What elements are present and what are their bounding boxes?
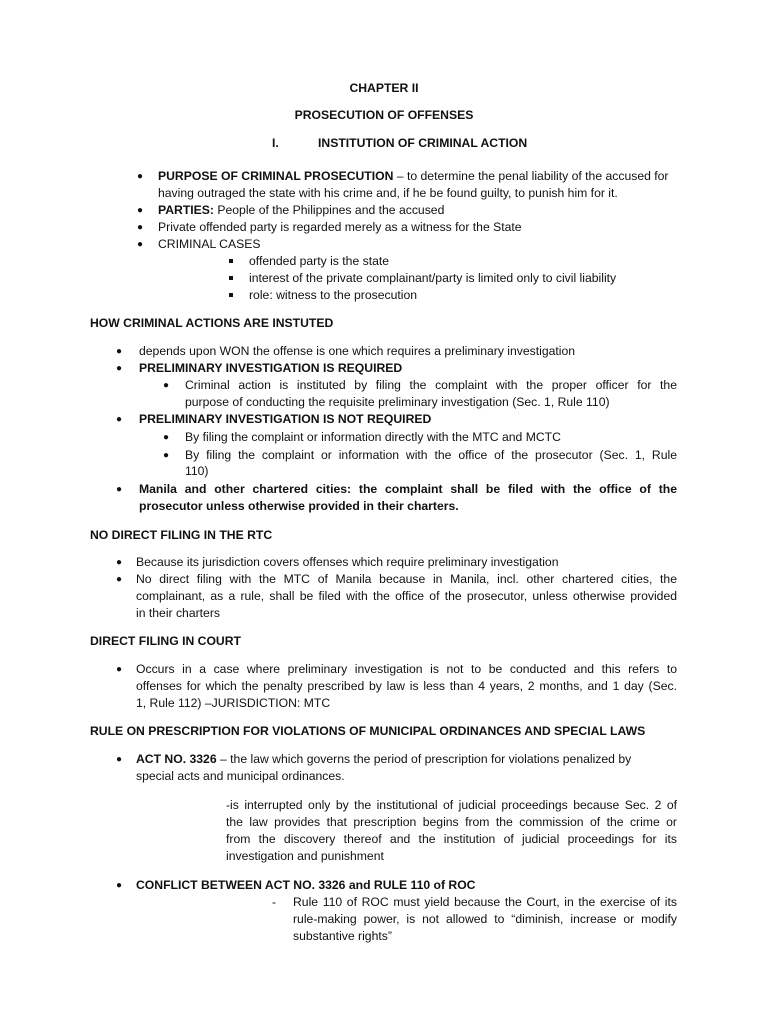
private-party-item: Private offended party is regarded merely as a witness for the State — [158, 220, 522, 234]
how-item-not-required: PRELIMINARY INVESTIGATION IS NOT REQUIRED — [139, 412, 432, 426]
interruption-text: from the discovery thereof and the institution of judicial proceedings for its — [226, 832, 677, 846]
square-bullet-icon — [229, 259, 233, 263]
section-heading-how: HOW CRIMINAL ACTIONS ARE INSTUTED — [90, 316, 334, 330]
section-number: I. — [272, 136, 279, 150]
bullet-icon: ● — [137, 171, 144, 182]
section-heading-direct: DIRECT FILING IN COURT — [90, 634, 241, 648]
no-direct-item-cont: in their charters — [136, 606, 220, 620]
purpose-text-cont: having outraged the state with his crime and, if he be found guilty, to punish him for it. — [158, 186, 618, 200]
how-sub-item: By filing the complaint or information directly with the MTC and MCTC — [185, 430, 561, 444]
direct-item-cont: 1, Rule 112) –JURISDICTION: MTC — [136, 696, 331, 710]
square-bullet-icon — [229, 276, 233, 280]
bullet-icon: ● — [116, 880, 123, 891]
conflict-item: CONFLICT BETWEEN ACT NO. 3326 and RULE 110 of ROC — [136, 878, 476, 892]
section-heading-no-direct: NO DIRECT FILING IN THE RTC — [90, 528, 273, 542]
no-direct-item: No direct filing with the MTC of Manila because in Manila, incl. other chartered cities, the — [136, 572, 677, 586]
bullet-icon: ● — [163, 380, 170, 391]
direct-item-cont: offenses for which the penalty prescribed by law is less than 4 years, 2 months, and 1 day (Sec. — [136, 679, 677, 693]
act-text: – the law which governs the period of prescription for violations penalized by — [216, 752, 632, 766]
criminal-cases-sub-item: offended party is the state — [249, 254, 390, 268]
criminal-cases-item: CRIMINAL CASES — [158, 237, 261, 251]
how-sub-item: Criminal action is instituted by filing the complaint with the proper officer for the — [185, 378, 677, 392]
purpose-item — [158, 168, 678, 185]
criminal-cases-sub-item: interest of the private complainant/party is limited only to civil liability — [249, 271, 617, 285]
bullet-icon: ● — [116, 484, 123, 495]
square-bullet-icon — [229, 293, 233, 297]
act-label: ACT NO. 3326 — [136, 752, 217, 766]
how-item: depends upon WON the offense is one which requires a preliminary investigation — [139, 344, 576, 358]
no-direct-item-cont: complainant, as a rule, shall be filed with the office of the prosecutor, unless otherwise provided — [136, 589, 677, 603]
how-sub-item-cont: 110) — [185, 464, 209, 478]
no-direct-item: Because its jurisdiction covers offenses which require preliminary investigation — [136, 555, 559, 569]
parties-item — [158, 202, 444, 219]
bullet-icon: ● — [116, 664, 123, 675]
interruption-text: -is interrupted only by the institutional of judicial proceedings because Sec. 2 of — [226, 798, 677, 812]
bullet-icon: ● — [163, 450, 170, 461]
purpose-text: – to determine the penal liability of the accused for — [393, 169, 669, 183]
bullet-icon: ● — [137, 205, 144, 216]
bullet-icon: ● — [116, 574, 123, 585]
bullet-icon: ● — [116, 557, 123, 568]
how-item-required: PRELIMINARY INVESTIGATION IS REQUIRED — [139, 361, 403, 375]
chapter-heading: CHAPTER II — [349, 81, 419, 95]
interruption-text: investigation and punishment — [226, 849, 384, 863]
parties-text: People of the Philippines and the accused — [213, 203, 445, 217]
how-item-manila-cont: prosecutor unless otherwise provided in their charters. — [139, 499, 459, 513]
document-title: PROSECUTION OF OFFENSES — [294, 108, 474, 122]
bullet-icon: ● — [137, 239, 144, 250]
bullet-icon: ● — [116, 363, 123, 374]
rule110-text: Rule 110 of ROC must yield because the Court, in the exercise of its — [293, 895, 677, 909]
bullet-icon: ● — [137, 222, 144, 233]
rule110-text: rule-making power, is not allowed to “diminish, increase or modify — [293, 912, 677, 926]
bullet-icon: ● — [116, 346, 123, 357]
act-item — [136, 751, 677, 768]
dash-marker: - — [272, 895, 277, 909]
purpose-label: PURPOSE OF CRIMINAL PROSECUTION — [158, 169, 394, 183]
rule110-text: substantive rights” — [293, 929, 392, 943]
act-text-cont: special acts and municipal ordinances. — [136, 769, 345, 783]
how-item-manila: Manila and other chartered cities: the complaint shall be filed with the office of the — [139, 482, 677, 496]
section-title: INSTITUTION OF CRIMINAL ACTION — [318, 136, 528, 150]
bullet-icon: ● — [163, 432, 170, 443]
bullet-icon: ● — [116, 754, 123, 765]
parties-label: PARTIES: — [158, 203, 214, 217]
criminal-cases-sub-item: role: witness to the prosecution — [249, 288, 418, 302]
how-sub-item-cont: purpose of conducting the requisite preliminary investigation (Sec. 1, Rule 110) — [185, 395, 610, 409]
interruption-text: the law provides that prescription begins from the commission of the crime or — [226, 815, 677, 829]
how-sub-item: By filing the complaint or information with the office of the prosecutor (Sec. 1, Rule — [185, 448, 677, 462]
direct-item: Occurs in a case where preliminary investigation is not to be conducted and this refers to — [136, 662, 677, 676]
section-heading-rule: RULE ON PRESCRIPTION FOR VIOLATIONS OF MUNICIPAL ORDINANCES AND SPECIAL LAWS — [90, 724, 646, 738]
bullet-icon: ● — [116, 414, 123, 425]
